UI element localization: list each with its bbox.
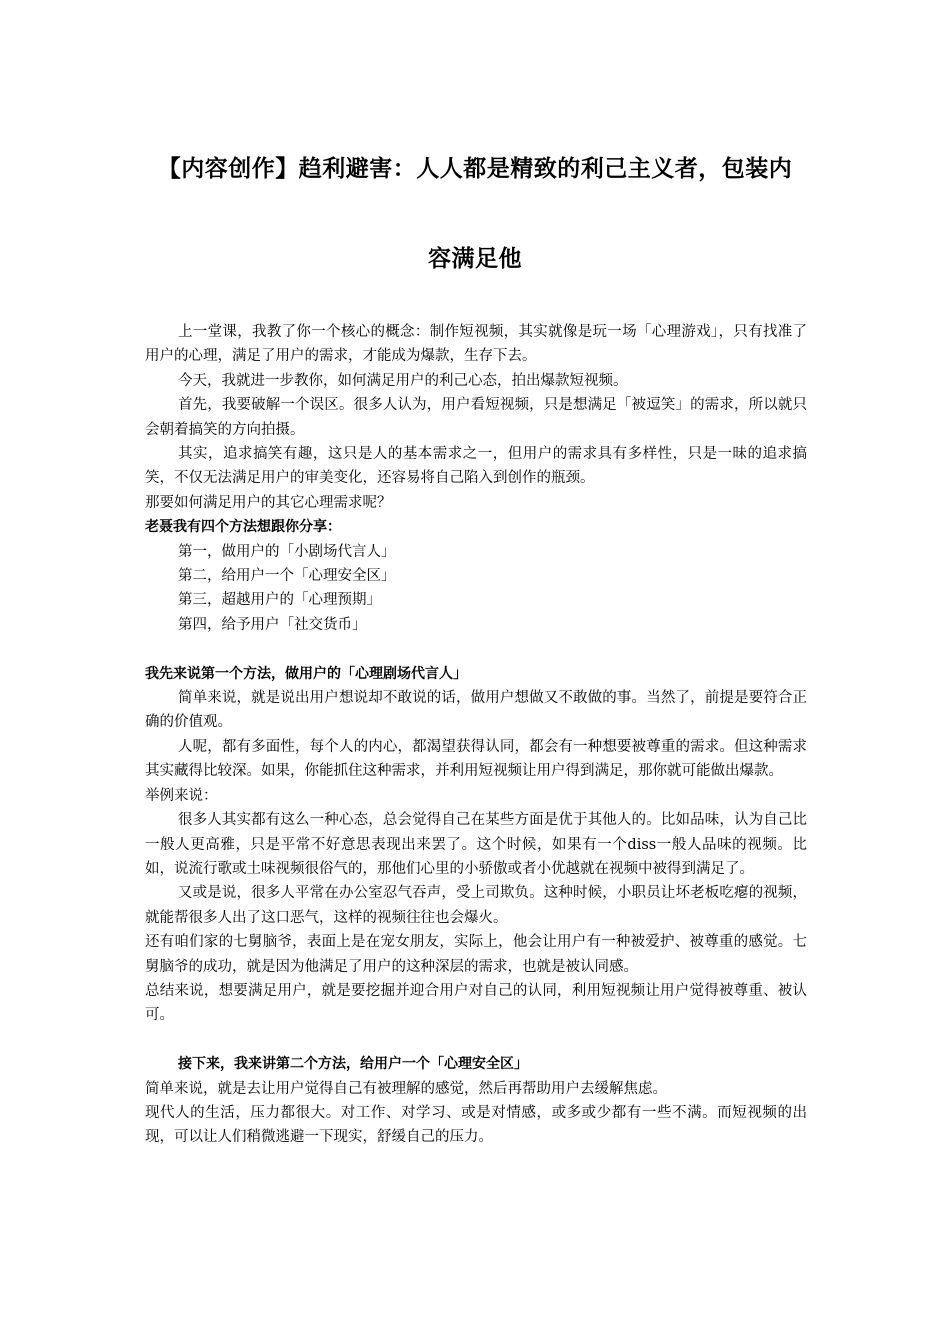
paragraph: 很多人其实都有这么一种心态，总会觉得自己在某些方面是优于其他人的。比如品味，认为自己比一般人更高雅，只是平常不好意思表现出来罢了。这个时候，如果有一个diss一般人品味的视频。比如，说流行歌或土味视频很俗气的，那他们心里的小骄傲或者小优越就在视频中被得到满足了。 [145,812,807,877]
section-heading: 我先来说第一个方法，做用户的「心理剧场代言人」 [145,665,467,682]
document-title-line-2: 容满足他 [428,246,522,272]
spacer [145,1028,807,1052]
document-body [145,320,807,1150]
section-heading: 老聂我有四个方法想跟你分享： [145,519,341,536]
section-heading: 接下来，我来讲第二个方法，给用户一个「心理安全区」 [178,1056,528,1073]
paragraph: 上一堂课，我教了你一个核心的概念：制作短视频，其实就像是玩一场「心理游戏」，只有找准了用户的心理，满足了用户的需求，才能成为爆款，生存下去。 [145,324,807,365]
paragraph: 还有咱们家的七舅脑爷，表面上是在宠女朋友，实际上，他会让用户有一种被爱护、被尊重的感觉。七舅脑爷的成功，就是因为他满足了用户的这种深层的需求，也就是被认同感。 [145,934,807,975]
paragraph: 首先，我要破解一个误区。很多人认为，用户看短视频，只是想满足「被逗笑」的需求，所以就只会朝着搞笑的方向拍摄。 [145,397,807,438]
list-item: 第四，给予用户「社交货币」 [178,616,367,633]
list-item: 第二，给用户一个「心理安全区」 [178,568,396,585]
paragraph: 简单来说，就是说出用户想说却不敢说的话，做用户想做又不敢做的事。当然了，前提是要符合正确的价值观。 [145,690,807,731]
paragraph: 现代人的生活，压力都很大。对工作、对学习、或是对情感，或多或少都有一些不满。而短视频的出现，可以让人们稍微逃避一下现实，舒缓自己的压力。 [145,1104,807,1146]
paragraph: 简单来说，就是去让用户觉得自己有被理解的感觉，然后再帮助用户去缓解焦虑。 [145,1080,667,1097]
list-item: 第三，超越用户的「心理预期」 [178,592,381,609]
paragraph: 其实，追求搞笑有趣，这只是人的基本需求之一，但用户的需求具有多样性，只是一昧的追求搞笑，不仅无法满足用户的审美变化，还容易将自己陷入到创作的瓶颈。 [145,446,807,487]
list-item: 第一，做用户的「小剧场代言人」 [178,543,396,560]
paragraph: 人呢，都有多面性，每个人的内心，都渴望获得认同，都会有一种想要被尊重的需求。但这种需求其实藏得比较深。如果，你能抓住这种需求，并利用短视频让用户得到满足，那你就可能做出爆款。 [145,738,807,780]
paragraph: 今天，我就进一步教你，如何满足用户的利己心态，拍出爆款短视频。 [178,372,628,389]
document-title-line-1: 【内容创作】趋利避害：人人都是精致的利己主义者，包装内 [157,156,793,182]
paragraph: 那要如何满足用户的其它心理需求呢？ [145,494,392,511]
paragraph: 举例来说： [145,787,218,804]
paragraph: 总结来说，想要满足用户，就是要挖掘并迎合用户对自己的认同，利用短视频让用户觉得被尊重、被认可。 [145,982,807,1024]
paragraph: 又或是说，很多人平常在办公室忍气吞声，受上司欺负。这种时候，小职员让坏老板吃瘪的视频，就能帮很多人出了这口恶气，这样的视频往往也会爆火。 [145,885,807,926]
spacer [145,637,807,661]
